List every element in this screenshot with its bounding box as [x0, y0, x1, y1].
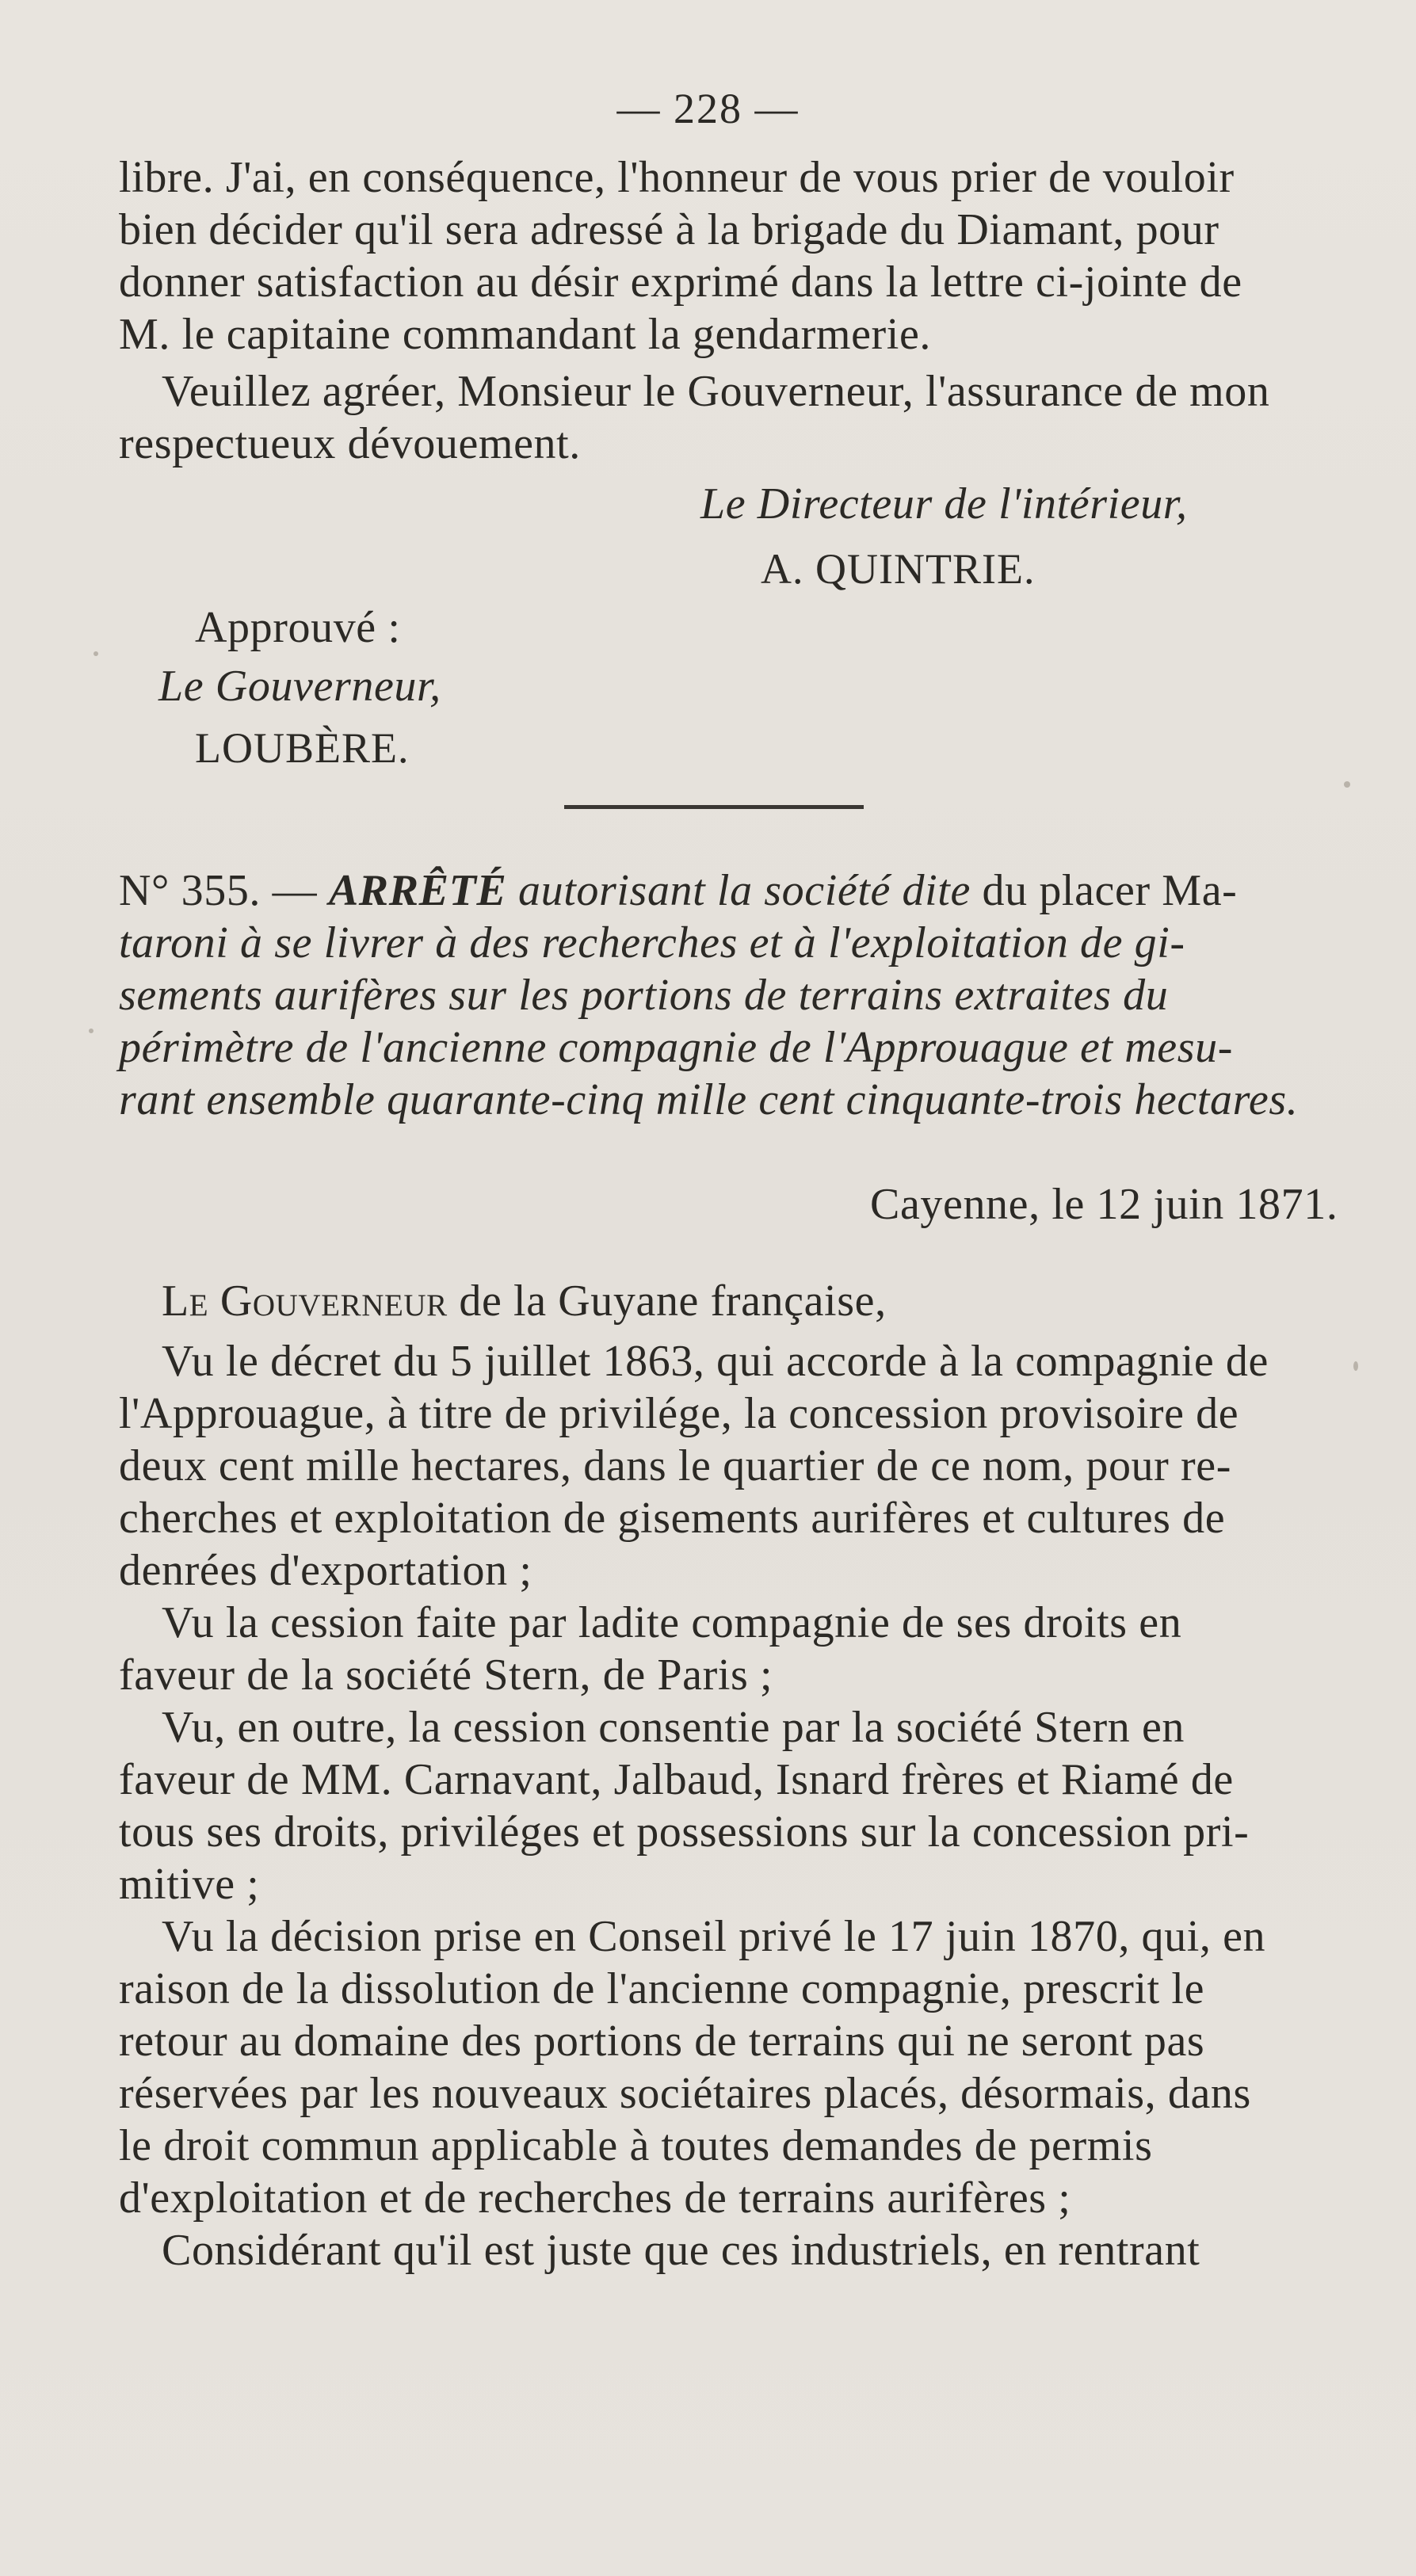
body-line: le droit commun applicable à toutes demandes de permis — [119, 2121, 1153, 2170]
body-line: Vu la cession faite par ladite compagnie de ses droits en — [162, 1598, 1182, 1647]
approval-name: LOUBÈRE. — [195, 724, 410, 772]
text-line: M. le capitaine commandant la gendarmerie. — [119, 310, 931, 359]
arrete-title: ARRÊTÉ — [328, 866, 507, 915]
body-line: tous ses droits, priviléges et possessions sur la concession pri- — [119, 1807, 1250, 1857]
body-line: d'exploitation et de recherches de terrains aurifères ; — [119, 2173, 1071, 2223]
arrete-line: rant ensemble quarante-cinq mille cent cinquante-trois hectares. — [119, 1075, 1299, 1124]
separator-rule — [564, 805, 864, 809]
body-line: deux cent mille hectares, dans le quartier de ce nom, pour re- — [119, 1441, 1231, 1490]
paper-speck — [1344, 781, 1350, 788]
approval-title: Le Gouverneur, — [158, 662, 441, 711]
text-line: bien décider qu'il sera adressé à la brigade du Diamant, pour — [119, 205, 1219, 254]
paper-speck — [1353, 1361, 1358, 1371]
arrete-date: Cayenne, le 12 juin 1871. — [870, 1180, 1338, 1229]
governor-line — [162, 1276, 887, 1326]
body-line: retour au domaine des portions de terrains qui ne seront pas — [119, 2017, 1205, 2066]
body-line: faveur de MM. Carnavant, Jalbaud, Isnard frères et Riamé de — [119, 1755, 1234, 1804]
text-line: Veuillez agréer, Monsieur le Gouverneur, l'assurance de mon — [162, 367, 1270, 416]
paper-speck — [94, 651, 98, 656]
body-line: cherches et exploitation de gisements aurifères et cultures de — [119, 1494, 1226, 1543]
arrete-heading-line — [119, 865, 1331, 916]
arrete-number: N° 355. — — [119, 866, 318, 915]
arrete-line: périmètre de l'ancienne compagnie de l'Approuague et mesu- — [119, 1023, 1233, 1072]
arrete-subject: autorisant la société dite — [518, 866, 971, 915]
governor-title: Le Gouverneur — [162, 1277, 448, 1326]
text-line: respectueux dévouement. — [119, 419, 581, 468]
arrete-line: taroni à se livrer à des recherches et à l'exploitation de gi- — [119, 918, 1185, 967]
arrete-line: sements aurifères sur les portions de terrains extraites du — [119, 971, 1169, 1020]
body-line: l'Approuague, à titre de privilége, la concession provisoire de — [119, 1389, 1239, 1438]
body-line: Vu la décision prise en Conseil privé le 17 juin 1870, qui, en — [162, 1912, 1266, 1961]
body-line: Considérant qu'il est juste que ces industriels, en rentrant — [162, 2226, 1200, 2275]
body-line: mitive ; — [119, 1860, 260, 1909]
page-number: — 228 — — [616, 85, 800, 132]
approval-label: Approuvé : — [195, 603, 401, 652]
governor-rest: de la Guyane française, — [459, 1277, 887, 1326]
signature-name: A. QUINTRIE. — [761, 545, 1036, 593]
body-line: denrées d'exportation ; — [119, 1546, 532, 1595]
arrete-subject-roman: du placer Ma- — [982, 866, 1238, 915]
body-line: raison de la dissolution de l'ancienne compagnie, prescrit le — [119, 1964, 1205, 2013]
body-line: faveur de la société Stern, de Paris ; — [119, 1651, 773, 1700]
body-line: Vu, en outre, la cession consentie par la société Stern en — [162, 1703, 1185, 1752]
text-line: libre. J'ai, en conséquence, l'honneur de vous prier de vouloir — [119, 153, 1235, 202]
body-line: Vu le décret du 5 juillet 1863, qui accorde à la compagnie de — [162, 1337, 1269, 1386]
signature-title: Le Directeur de l'intérieur, — [700, 479, 1188, 529]
paper-speck — [89, 1028, 94, 1033]
body-line: réservées par les nouveaux sociétaires placés, désormais, dans — [119, 2069, 1251, 2118]
text-line: donner satisfaction au désir exprimé dans la lettre ci-jointe de — [119, 258, 1242, 307]
